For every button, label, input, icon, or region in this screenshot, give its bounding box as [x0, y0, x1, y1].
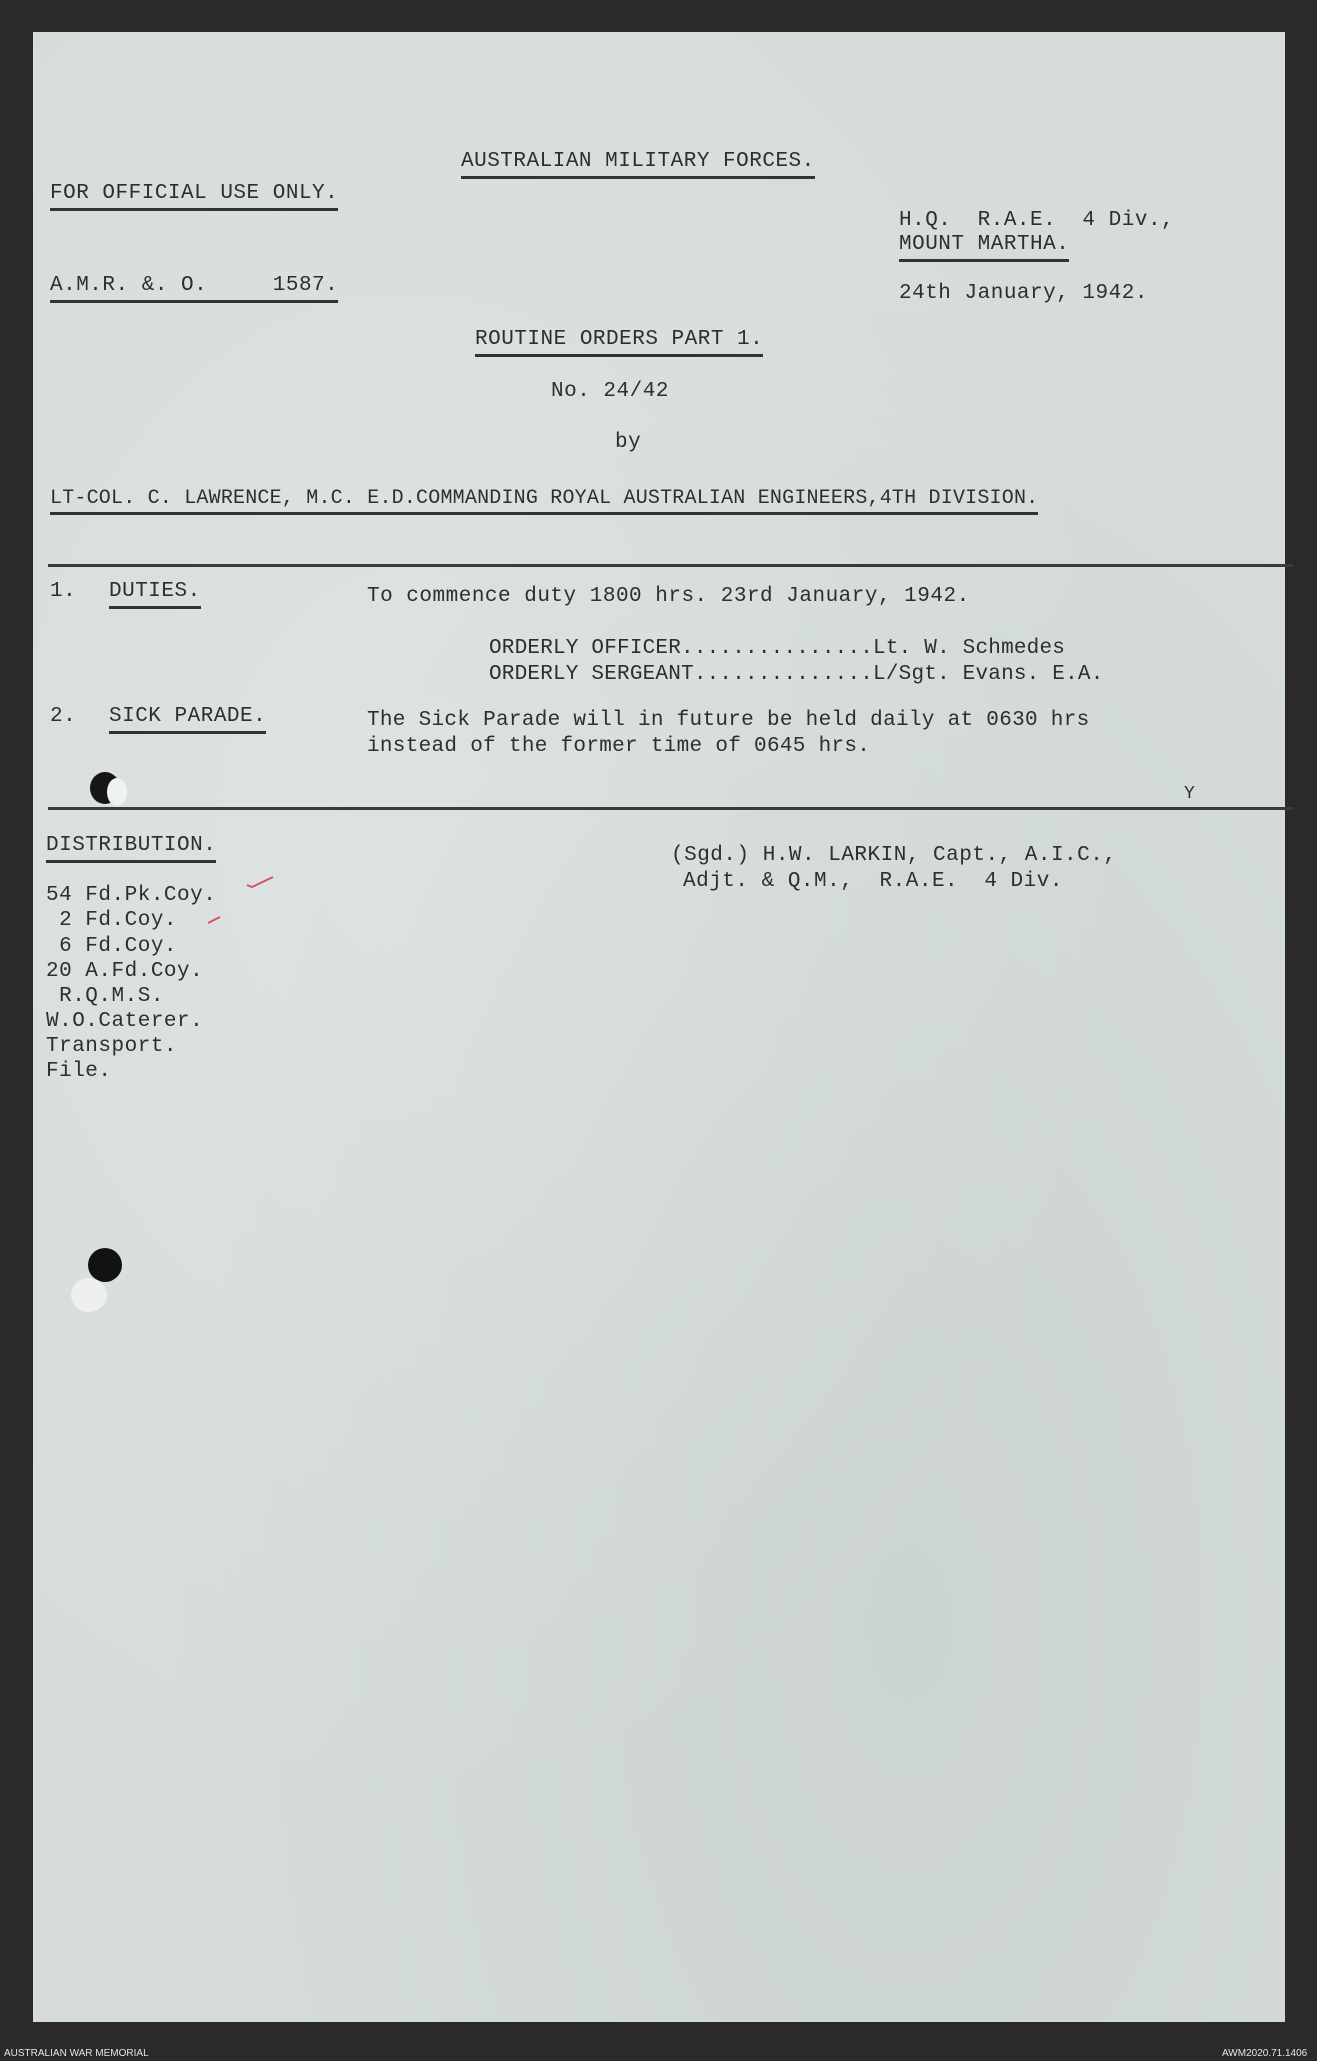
distribution-item: 6 Fd.Coy.	[46, 935, 178, 958]
distribution-item: Transport.	[46, 1035, 178, 1058]
item-number-1: 1.	[50, 580, 77, 603]
punch-hole-shadow	[71, 1278, 107, 1312]
document-title: AUSTRALIAN MILITARY FORCES.	[461, 150, 815, 179]
red-tick-mark	[246, 876, 274, 888]
distribution-item: W.O.Caterer.	[46, 1010, 204, 1033]
signature-title: Adjt. & Q.M., R.A.E. 4 Div.	[683, 870, 1063, 893]
hq-location: MOUNT MARTHA.	[899, 233, 1069, 262]
footer-left-caption: AUSTRALIAN WAR MEMORIAL	[4, 2048, 149, 2059]
distribution-item: 20 A.Fd.Coy.	[46, 960, 204, 983]
top-divider	[48, 564, 1293, 567]
item-heading-duties: DUTIES.	[109, 580, 201, 609]
distribution-item: R.Q.M.S.	[46, 985, 164, 1008]
punch-hole	[88, 1248, 122, 1282]
item-heading-sick-parade: SICK PARADE.	[109, 705, 266, 734]
document-date: 24th January, 1942.	[899, 282, 1148, 305]
amr-reference: A.M.R. &. O. 1587.	[50, 274, 338, 303]
hq-line: H.Q. R.A.E. 4 Div.,	[899, 209, 1175, 232]
classification-label: FOR OFFICIAL USE ONLY.	[50, 182, 338, 211]
duty-orderly-sergeant: ORDERLY SERGEANT..............L/Sgt. Evans. E.A.	[489, 663, 1104, 686]
distribution-heading: DISTRIBUTION.	[46, 834, 216, 863]
orders-number: No. 24/42	[551, 380, 669, 403]
item-number-2: 2.	[50, 705, 77, 728]
commander-line: LT-COL. C. LAWRENCE, M.C. E.D.COMMANDING ROYAL AUSTRALIAN ENGINEERS,4TH DIVISION.	[50, 487, 1038, 515]
orders-title: ROUTINE ORDERS PART 1.	[475, 328, 763, 357]
footer-right-caption: AWM2020.71.1406	[1222, 2048, 1308, 2059]
punch-hole-shadow	[107, 778, 127, 806]
duty-orderly-officer: ORDERLY OFFICER...............Lt. W. Schmedes	[489, 637, 1066, 660]
margin-mark: Y	[1184, 784, 1196, 804]
distribution-item: 54 Fd.Pk.Coy.	[46, 884, 217, 907]
item-text-sick-parade-2: instead of the former time of 0645 hrs.	[367, 735, 871, 758]
item-text-duties: To commence duty 1800 hrs. 23rd January, 1942.	[367, 585, 970, 608]
orders-by: by	[615, 431, 642, 454]
signature-line: (Sgd.) H.W. LARKIN, Capt., A.I.C.,	[671, 844, 1117, 867]
distribution-item: 2 Fd.Coy.	[46, 909, 178, 932]
bottom-divider	[48, 807, 1293, 810]
red-tick-mark	[206, 914, 234, 926]
document-page	[33, 32, 1285, 2022]
distribution-item: File.	[46, 1060, 112, 1083]
item-text-sick-parade-1: The Sick Parade will in future be held daily at 0630 hrs	[367, 709, 1090, 732]
